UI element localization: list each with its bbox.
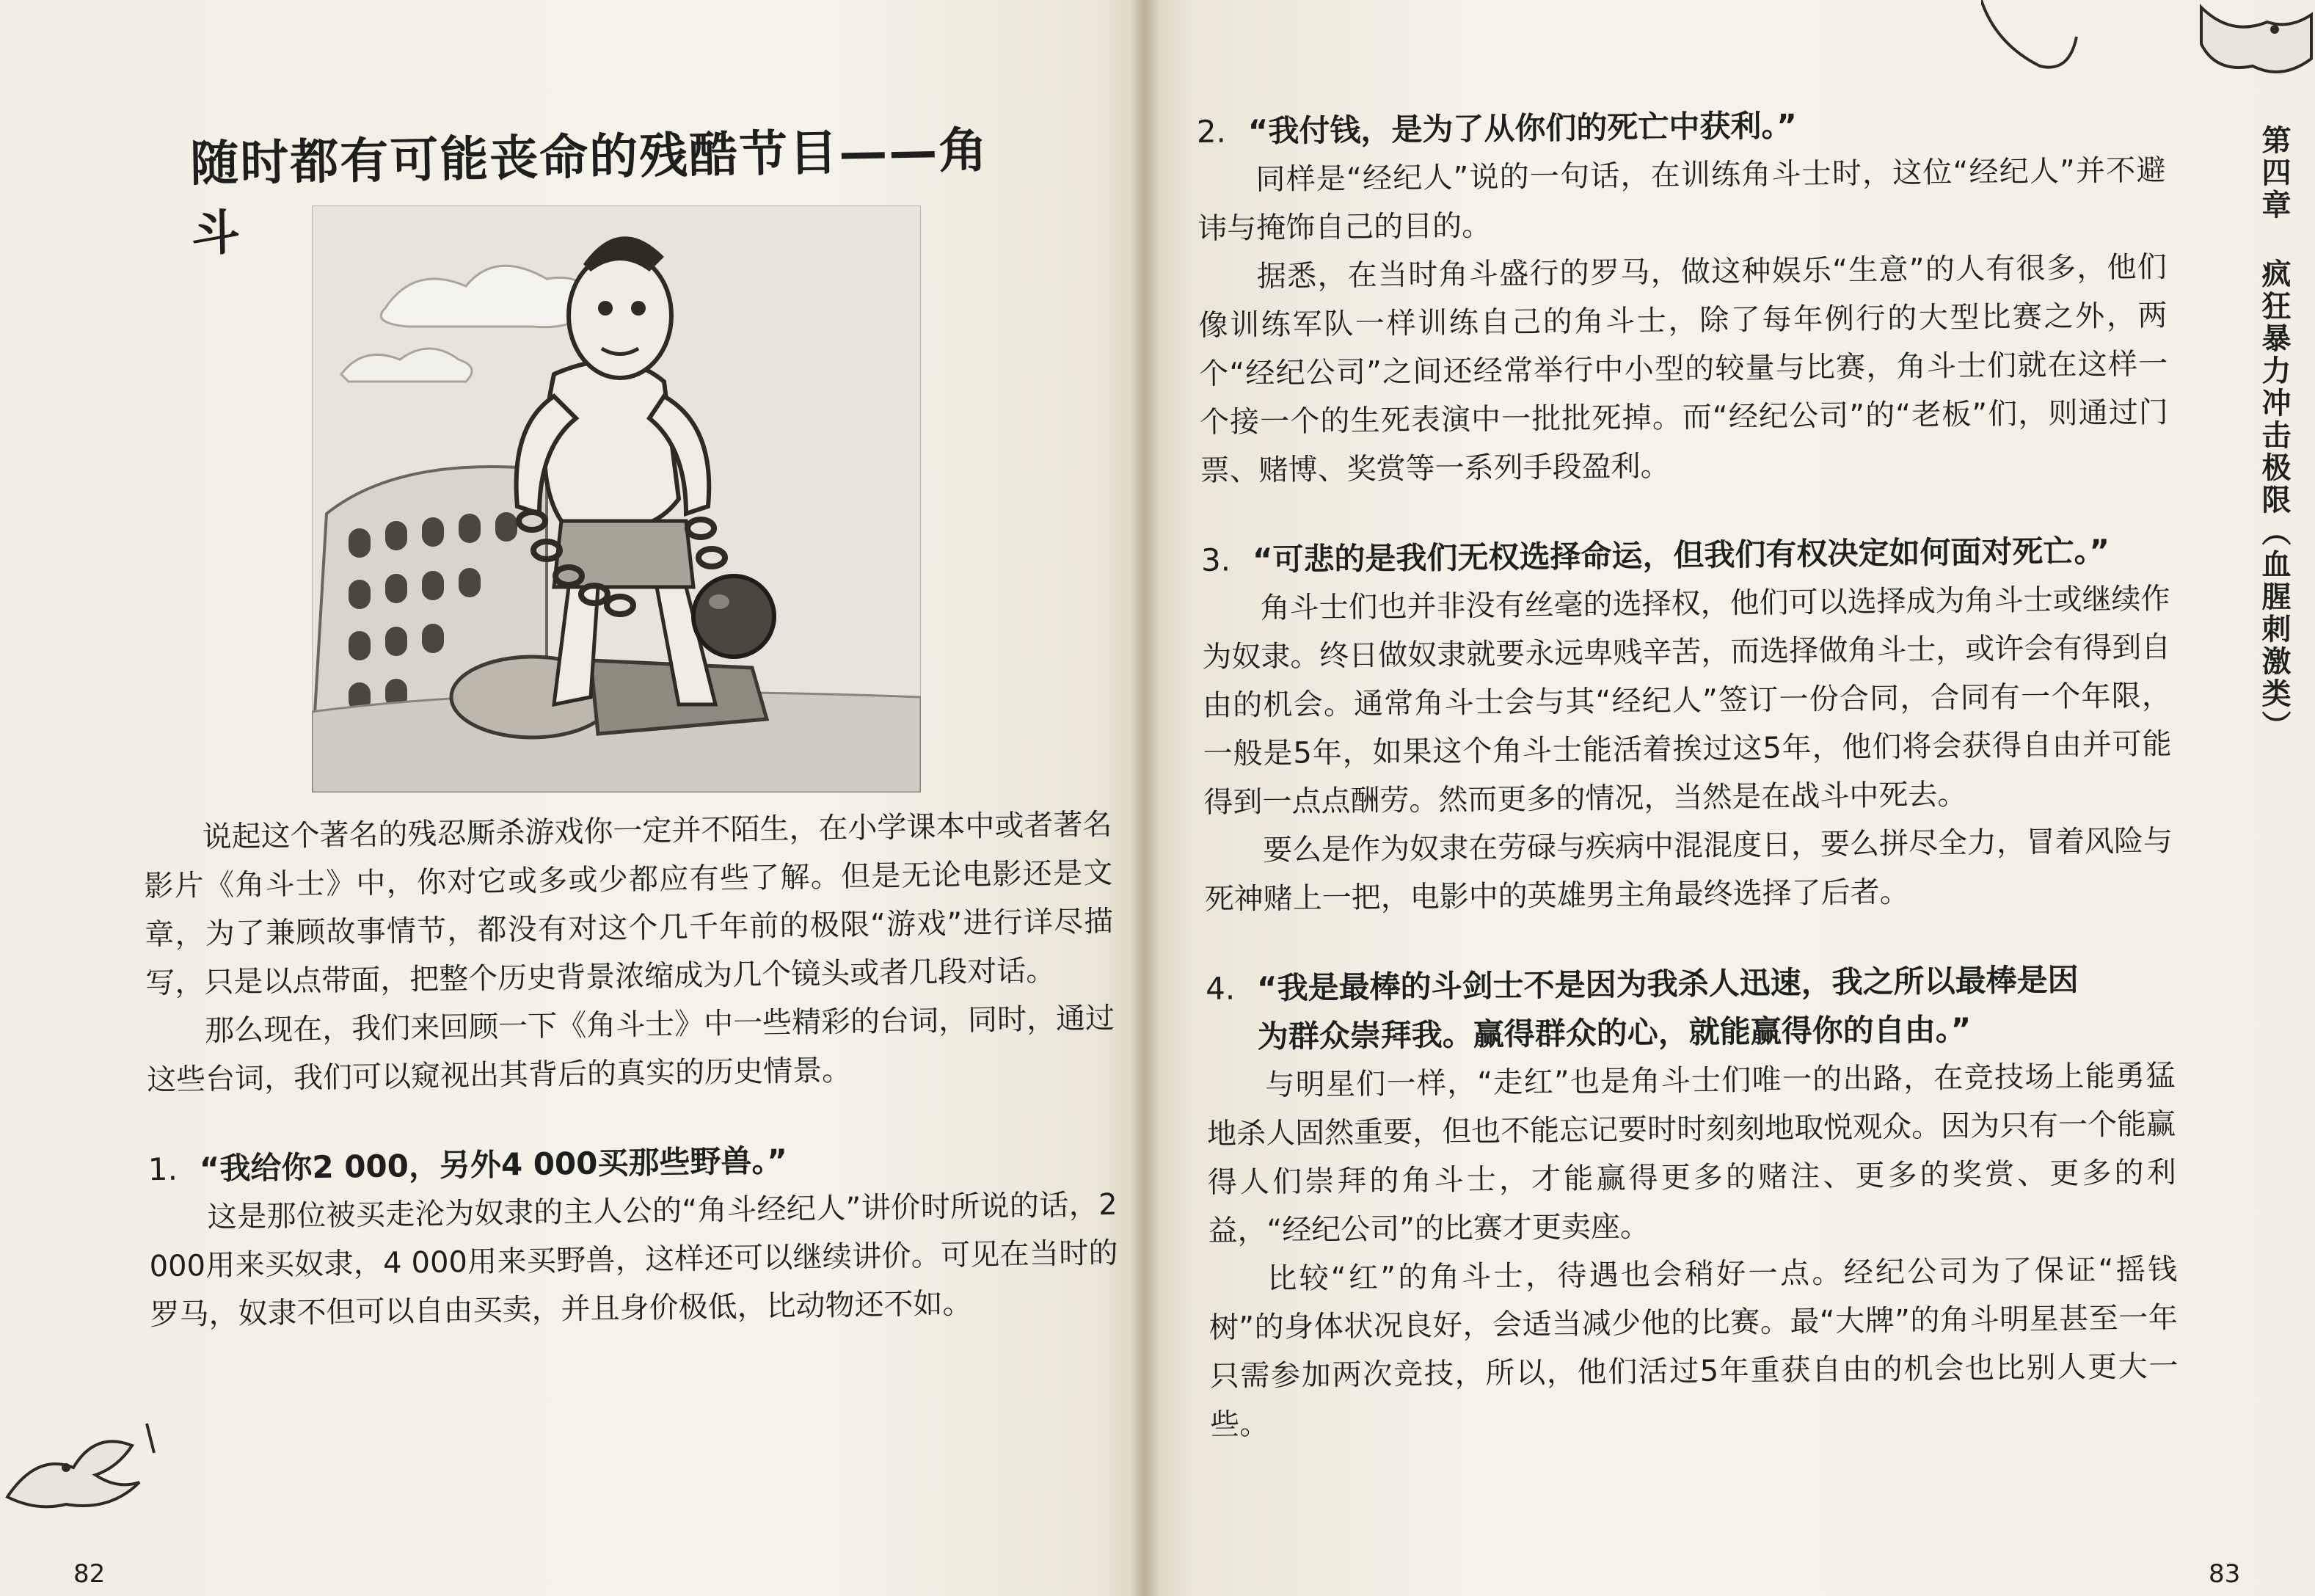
bird-doodle-icon xyxy=(1981,0,2315,81)
bird-doodle-icon xyxy=(0,1409,169,1519)
gladiator-illustration xyxy=(312,205,921,792)
quote-number: 4. xyxy=(1205,970,1236,1007)
quote-explanation: 比较“红”的角斗士，待遇也会稍好一点。经纪公司为了保证“摇钱树”的身体状况良好，会适当减少他的比赛。最“大牌”的角斗明星甚至一年只需参加两次竞技，所以，他们活过5年重获自由的机会也比别人更大一些。 xyxy=(1208,1253,2179,1442)
quote-number: 1. xyxy=(147,1151,178,1188)
quote-explanation: 据悉，在当时角斗盛行的罗马，做这种娱乐“生意”的人有很多，他们像训练军队一样训练自己的角斗士，除了每年例行的大型比赛之外，两个“经纪公司”之间还经常举行中小型的较量与比赛，角斗士们就在这样一个接一个的生死表演中一批批死掉。而“经纪公司”的“老板”们，则通过门票、赌博、奖赏等一系列手段盈利。 xyxy=(1198,250,2169,488)
quote-text: “我是最棒的斗剑士不是因为我杀人迅速，我之所以最棒是因 xyxy=(1256,961,2079,1007)
left-page xyxy=(0,0,1145,1596)
chapter-sidebar xyxy=(2256,125,2293,743)
quote-heading-4 xyxy=(1206,955,2175,1062)
intro-paragraph: 那么现在，我们来回顾一下《角斗士》中一些精彩的台词，同时，通过这些台词，我们可以窥视出其背后的真实的历史情景。 xyxy=(146,1001,1115,1098)
quote-text-continued: 为群众崇拜我。赢得群众的心，就能赢得你的自由。” xyxy=(1257,1010,1972,1055)
quote-number: 2. xyxy=(1196,113,1227,150)
quote-explanation: 同样是“经纪人”说的一句话，在训练角斗士时，这位“经纪人”并不避讳与掩饰自己的目的。 xyxy=(1197,153,2166,246)
page-number: 82 xyxy=(73,1559,106,1589)
right-body-text xyxy=(1196,98,2179,1449)
left-body-text xyxy=(143,801,1119,1339)
book-gutter xyxy=(1130,0,1159,1596)
page-number: 83 xyxy=(2209,1559,2241,1589)
quote-explanation: 与明星们一样，“走红”也是角斗士们唯一的出路，在竞技场上能勇猛地杀人固然重要，但也不能忘记要时时刻刻地取悦观众。因为只有一个能赢得人们崇拜的角斗士，才能赢得更多的赌注、更多的奖赏、更多的利益，“经纪公司”的比赛才更卖座。 xyxy=(1206,1059,2176,1248)
quote-explanation: 角斗士们也并非没有丝毫的选择权，他们可以选择成为角斗士或继续作为奴隶。终日做奴隶就要永远卑贱辛苦，而选择做角斗士，或许会有得到自由的机会。通常角斗士会与其“经纪人”签订一份合同，合同有一个年限，一般是5年，如果这个角斗士能活着挨过这5年，他们将会获得自由并可能得到一点点酬劳。然而更多的情况，当然是在战斗中死去。 xyxy=(1202,582,2172,820)
quote-text: “我付钱，是为了从你们的死亡中获利。” xyxy=(1247,107,1798,150)
quote-text: “可悲的是我们无权选择命运，但我们有权决定如何面对死亡。” xyxy=(1252,532,2110,578)
page-title: 随时都有可能丧命的残酷节目——角斗 xyxy=(189,122,989,263)
quote-explanation: 这是那位被买走沦为奴隶的主人公的“角斗经纪人”讲价时所说的话，2 000用来买奴隶，4 000用来买野兽，这样还可以继续讲价。可见在当时的罗马，奴隶不但可以自由买卖，并且身价极低，比动物还不如。 xyxy=(149,1187,1118,1333)
quote-explanation: 要么是作为奴隶在劳碌与疾病中混混度日，要么拼尽全力，冒着风险与死神赌上一把，电影中的英雄男主角最终选择了后者。 xyxy=(1204,824,2173,917)
quote-text: “我给你2 000，另外4 000买那些野兽。” xyxy=(199,1143,788,1187)
quote-number: 3. xyxy=(1200,542,1231,578)
chapter-sidebar-text: 第四章 疯狂暴力冲击极限（血腥刺激类） xyxy=(2257,125,2291,743)
intro-paragraph: 说起这个著名的残忍厮杀游戏你一定并不陌生，在小学课本中或者著名影片《角斗士》中，你对它或多或少都应有些了解。但是无论电影还是文章，为了兼顾故事情节，都没有对这个几千年前的极限“游戏”进行详尽描写，只是以点带面，把整个历史背景浓缩成为几个镜头或者几段对话。 xyxy=(144,807,1114,1001)
